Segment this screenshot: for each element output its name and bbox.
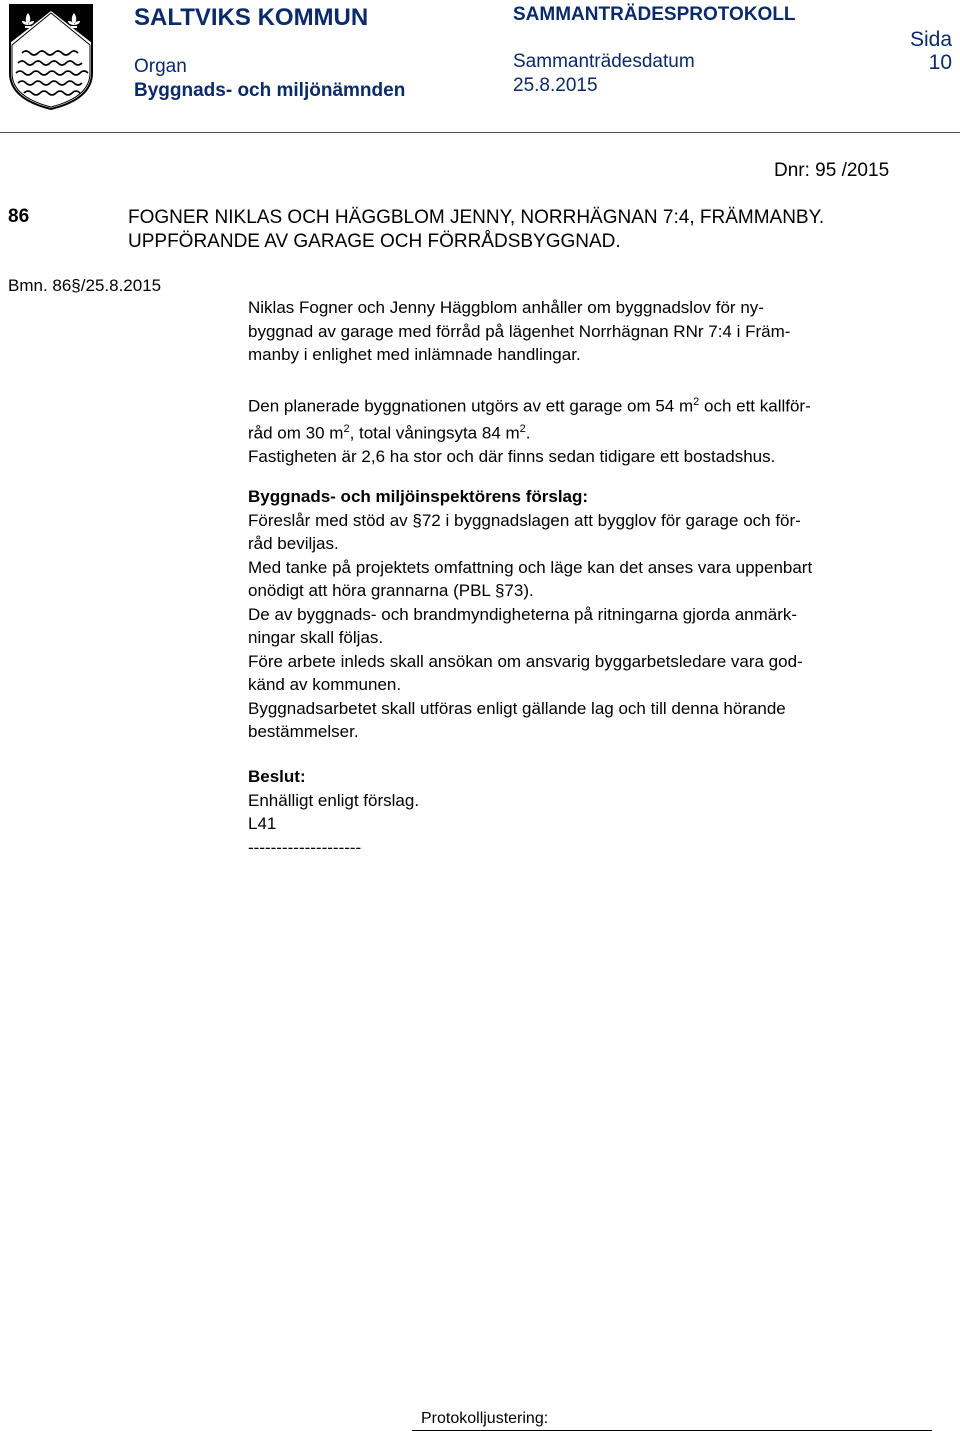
text-line: känd av kommunen. (248, 675, 402, 694)
municipality-name: SALTVIKS KOMMUN (134, 4, 369, 31)
decision-section (248, 765, 938, 859)
text-line: onödigt att höra grannarna (PBL §73). (248, 581, 534, 600)
text-line: råd om 30 $m^2$, total våningsyta 84 $m^2$. (248, 423, 531, 443)
end-separator: -------------------- (248, 837, 362, 857)
text-line: Byggnadsarbetet skall utföras enligt gällande lag och till denna hörande (248, 698, 786, 718)
text-line: Den planerade byggnationen utgörs av ett garage om 54 $m^2$ och ett kallför- (248, 396, 811, 416)
organ-label: Organ (134, 56, 187, 77)
text-line: Med tanke på projektets omfattning och läge kan det anses vara uppenbart (248, 557, 813, 577)
section-number: 86 (8, 206, 30, 227)
text-line: bestämmelser. (248, 722, 359, 741)
decision-code: L41 (248, 814, 277, 833)
document-type: SAMMANTRÄDESPROTOKOLL (513, 4, 796, 25)
page-number: 10 (928, 51, 952, 74)
case-reference: Bmn. 86§/25.8.2015 (8, 276, 162, 295)
text-line: Före arbete inleds skall ansökan om ansvarig byggarbetsledare vara god- (248, 651, 803, 671)
text-line: Föreslår med stöd av §72 i byggnadslagen att bygglov för garage och för- (248, 510, 801, 530)
section-title-line-2: UPPFÖRANDE AV GARAGE OCH FÖRRÅDSBYGGNAD. (128, 231, 621, 252)
organ-name: Byggnads- och miljönämnden (134, 80, 406, 101)
text-line: ningar skall följas. (248, 628, 384, 647)
text-line: byggnad av garage med förråd på lägenhet Norrhägnan RNr 7:4 i Främ- (248, 321, 791, 341)
details-paragraph (248, 391, 938, 469)
text-line: Niklas Fogner och Jenny Häggblom anhåller om byggnadslov för ny- (248, 298, 764, 317)
proposal-heading: Byggnads- och miljöinspektörens förslag: (248, 487, 589, 506)
meeting-date: 25.8.2015 (513, 75, 598, 96)
municipality-coat-of-arms (8, 3, 94, 111)
text-line: manby i enlighet med inlämnade handlingar. (248, 345, 581, 364)
meeting-date-label: Sammanträdesdatum (513, 51, 695, 72)
proposal-section (248, 485, 938, 744)
section-title (128, 206, 824, 254)
text-line: råd beviljas. (248, 534, 339, 553)
page-label: Sida (909, 28, 952, 51)
decision-text: Enhälligt enligt förslag. (248, 790, 420, 810)
protocol-verification-label: Protokolljustering: (421, 1410, 549, 1427)
text-line: Fastigheten är 2,6 ha stor och där finns sedan tidigare ett bostadshus. (248, 447, 776, 467)
text-line: De av byggnads- och brandmyndigheterna på ritningarna gjorda anmärk- (248, 604, 798, 624)
diary-number: Dnr: 95 /2015 (774, 160, 890, 181)
intro-paragraph (248, 296, 938, 367)
section-title-line-1: FOGNER NIKLAS OCH HÄGGBLOM JENNY, NORRHÄGNAN 7:4, FRÄMMANBY. (128, 207, 825, 228)
decision-heading: Beslut: (248, 767, 306, 786)
header-divider (0, 132, 960, 133)
